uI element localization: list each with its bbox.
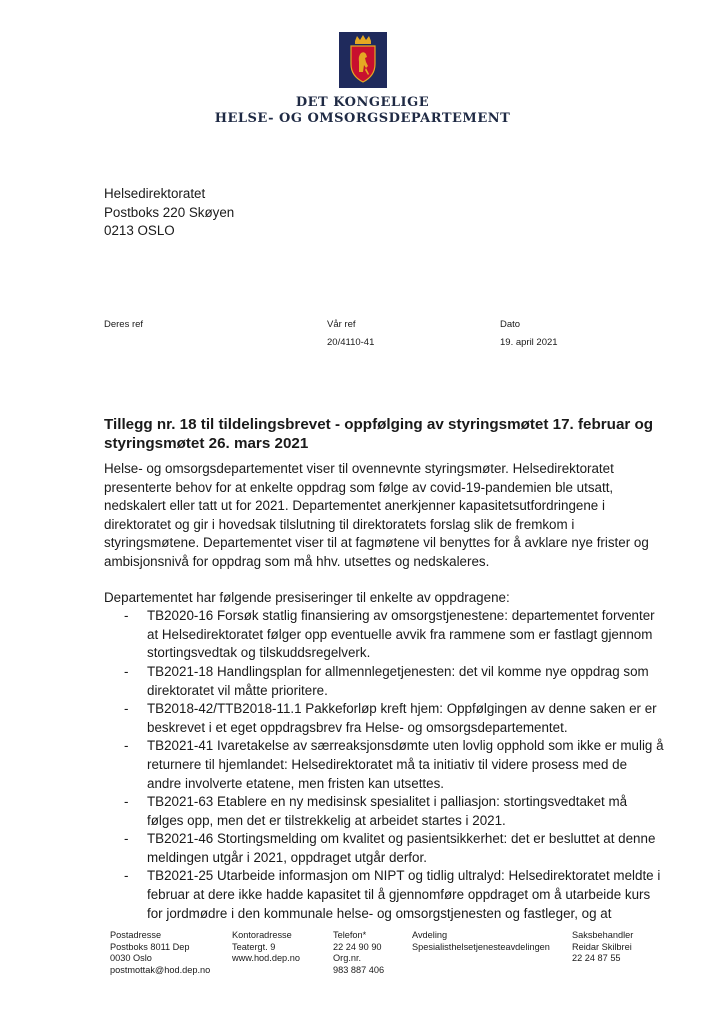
bullet-dash: -	[124, 868, 129, 884]
var-ref-value: 20/4110-41	[327, 337, 375, 348]
recipient-address	[104, 185, 234, 241]
footer-postadresse	[110, 930, 210, 976]
footer-email: postmottak@hod.dep.no	[110, 964, 211, 975]
footer-telefon-line1: 22 24 90 90	[333, 941, 382, 952]
footer-telefon	[333, 930, 384, 976]
bullet-dash: -	[124, 831, 129, 847]
footer-saksbehandler	[572, 930, 633, 965]
list-intro: Departementet har følgende presiseringer til enkelte av oppdragene:	[104, 589, 510, 605]
footer-kontor-line1: Teatergt. 9	[232, 941, 276, 952]
footer-postadresse-line1: Postboks 8011 Dep	[110, 941, 190, 952]
footer-postadresse-line2: 0030 Oslo	[110, 953, 152, 964]
list-item-text: TB2018-42/TTB2018-11.1 Pakkeforløp kreft hjem: Oppfølgingen av denne saken er er beskrevet i et eget oppdragsbrev fra Helse- og omsorgsdepartementet.	[147, 701, 657, 735]
dato-column	[500, 318, 558, 354]
task-list	[104, 607, 664, 923]
list-item	[104, 607, 664, 663]
deres-ref-column	[104, 318, 143, 354]
list-item-text: TB2021-25 Utarbeide informasjon om NIPT og tidlig ultralyd: Helsedirektoratet meldte i februar at dere ikke hadde kapasitet til å gjennomføre oppdraget om å utarbeide kurs for jordmødre i den kommunale helse- og omsorgstjenesten og fastleger, og at	[147, 868, 661, 921]
list-item-text: TB2021-18 Handlingsplan for allmennlegetjenesten: det vil komme nye oppdrag som direktoratet vil måtte prioritere.	[147, 663, 649, 698]
list-item	[104, 793, 664, 830]
list-item	[104, 663, 664, 700]
deres-ref-value	[104, 336, 143, 354]
var-ref-column	[327, 318, 374, 354]
dato-label: Dato	[500, 319, 521, 330]
footer-avdeling	[412, 930, 550, 953]
recipient-city: 0213 OSLO	[104, 223, 175, 238]
recipient-street: Postboks 220 Skøyen	[104, 204, 235, 220]
footer-orgnr-value: 983 887 406	[333, 964, 385, 975]
footer-saks-line1: Reidar Skilbrei	[572, 941, 632, 952]
bullet-dash: -	[124, 738, 129, 754]
var-ref-label: Vår ref	[327, 319, 356, 330]
list-item-text: TB2021-63 Etablere en ny medisinsk spesialitet i palliasjon: stortingsvedtaket må følges opp, men det er tilstrekkelig at arbeidet startes i 2021.	[147, 794, 628, 828]
letterhead-line1: DET KONGELIGE	[295, 95, 430, 110]
list-item	[104, 700, 664, 737]
letter-title: Tillegg nr. 18 til tildelingsbrevet - oppfølging av styringsmøtet 17. februar og styringsmøtet 26. mars 2021	[104, 416, 654, 452]
bullet-dash: -	[124, 608, 129, 624]
footer-avdeling-label: Avdeling	[412, 930, 448, 940]
letterhead	[0, 32, 725, 126]
letterhead-line2: HELSE- OG OMSORGSDEPARTEMENT	[214, 111, 511, 126]
bullet-dash: -	[124, 663, 129, 679]
list-item-text: TB2021-46 Stortingsmelding om kvalitet og pasientsikkerhet: det er besluttet at denne meldingen utgår i 2021, oppdraget utgår derfor.	[147, 831, 656, 865]
list-item-text: TB2020-16 Forsøk statlig finansiering av omsorgstjenestene: departementet forventer at Helsedirektoratet følger opp eventuelle avvik fra rammene som er fastlagt gjennom stortingsvedtak og tilskuddsregelverk.	[147, 608, 655, 661]
footer-kontoradresse	[232, 930, 300, 965]
footer-kontor-label: Kontoradresse	[232, 930, 292, 940]
footer-saks-label: Saksbehandler	[572, 930, 634, 940]
recipient-name: Helsedirektoratet	[104, 186, 206, 201]
footer-postadresse-label: Postadresse	[110, 930, 162, 940]
bullet-dash: -	[124, 701, 129, 717]
list-item	[104, 830, 664, 867]
list-item	[104, 867, 664, 923]
letter-body	[104, 460, 664, 923]
footer-avdeling-line1: Spesialisthelsetjenesteavdelingen	[412, 941, 550, 952]
list-item-text: TB2021-41 Ivaretakelse av særreaksjonsdømte uten lovlig opphold som ikke er mulig å returnere til hjemlandet: Helsedirektoratet må ta initiativ til videre prosess med de andre involverte etatene, men fristen kan utsettes.	[147, 738, 664, 791]
footer-orgnr-label: Org.nr.	[333, 953, 362, 964]
deres-ref-label: Deres ref	[104, 319, 144, 330]
coat-of-arms-logo	[339, 32, 387, 88]
footer-website: www.hod.dep.no	[232, 953, 300, 964]
dato-value: 19. april 2021	[500, 337, 558, 348]
list-item	[104, 737, 664, 793]
footer-saks-line2: 22 24 87 55	[572, 953, 621, 964]
bullet-dash: -	[124, 794, 129, 810]
footer-telefon-label: Telefon*	[333, 930, 367, 940]
body-paragraph: Helse- og omsorgsdepartementet viser til ovennevnte styringsmøter. Helsedirektoratet presenterte behov for at enkelte oppdrag som følge av covid-19-pandemien ble utsatt, nedskalert eller tatt ut for 2021. Departementet anerkjenner kapasitetsutfordringene i direktoratet og gir i hovedsak tilslutning til direktoratets forslag slik de fremkom i styringsmøtene. Departementet viser til at fagmøtene vil benyttes for å avklare nye frister og ambisjonsnivå for oppdrag som må hhv. utsettes og nedskaleres.	[104, 461, 649, 569]
